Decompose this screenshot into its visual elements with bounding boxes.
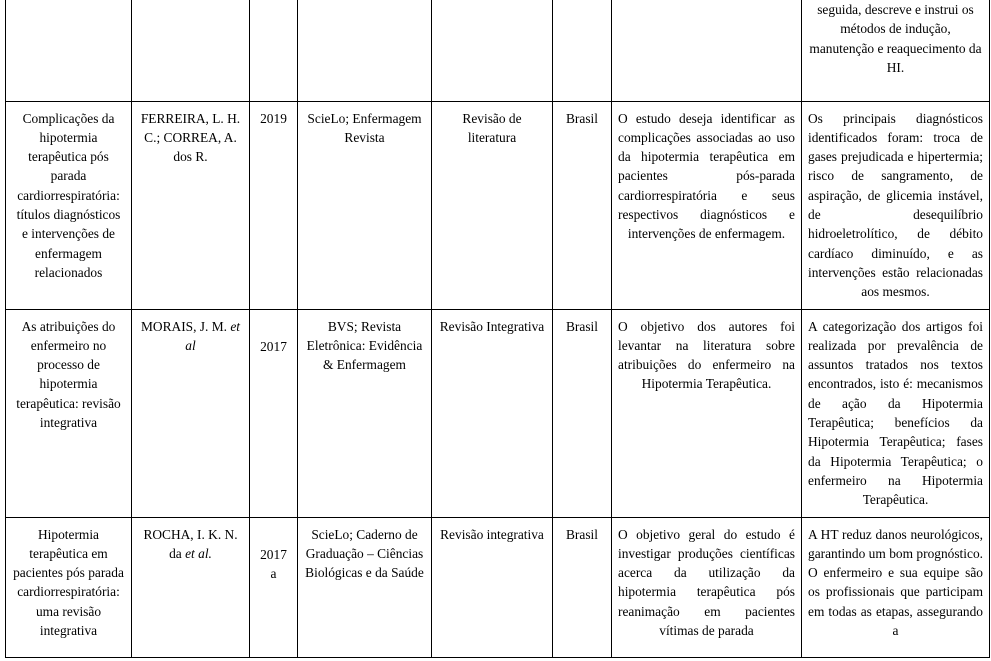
cell-year [250,0,298,101]
cell-database: ScieLo; Enfermagem Revista [298,101,432,309]
authors-text: ROCHA, I. K. N. da [143,526,238,561]
authors-etal: et al. [185,545,212,561]
table-row [6,517,990,657]
cell-country: Brasil [553,517,612,657]
cell-database: ScieLo; Caderno de Graduação – Ciências Biológicas e da Saúde [298,517,432,657]
cell-objective: O objetivo geral do estudo é investigar produções científicas acerca da utilização da hipotermia terapêutica pós reanimação em pacientes vítimas de parada [612,517,802,657]
cell-results: seguida, descreve e instrui os métodos de indução, manutenção e reaquecimento da HI. [802,0,990,101]
authors-text: MORAIS, J. M. [141,318,231,334]
cell-database: BVS; Revista Eletrônica: Evidência & Enfermagem [298,309,432,517]
authors-etal: et al [185,318,240,353]
cell-year: 2017 [250,309,298,517]
cell-title: Complicações da hipotermia terapêutica pós parada cardiorrespiratória: títulos diagnósticos e intervenções de enfermagem relacionados [6,101,132,309]
cell-title: As atribuições do enfermeiro no processo de hipotermia terapêutica: revisão integrativa [6,309,132,517]
cell-title: Hipotermia terapêutica em pacientes pós parada cardiorrespiratória: uma revisão integrativa [6,517,132,657]
cell-year: 2017 a [250,517,298,657]
cell-objective: O estudo deseja identificar as complicações associadas ao uso da hipotermia terapêutica em pacientes pós-parada cardiorrespiratória e seus respectivos diagnósticos e intervenções de enfermagem. [612,101,802,309]
cell-results: A HT reduz danos neurológicos, garantindo um bom prognóstico. O enfermeiro e sua equipe são os profissionais que participam em todas as etapas, assegurando a [802,517,990,657]
authors-text: FERREIRA, L. H. C.; CORREA, A. dos R. [140,110,241,165]
cell-authors [132,101,250,309]
cell-results: Os principais diagnósticos identificados foram: troca de gases prejudicada e hipertermia; risco de sangramento, de aspiração, de glicemia instável, de desequilíbrio hidroeletrolítico, de débito cardíaco diminuído, e as intervenções estão relacionadas aos mesmos. [802,101,990,309]
studies-table [5,0,990,658]
cell-results: A categorização dos artigos foi realizada por prevalência de assuntos tratados nos textos encontrados, isto é: mecanismos de ação da Hipotermia Terapêutica; benefícios da Hipotermia Terapêutica; fases da Hipotermia Terapêutica; o enfermeiro na Hipotermia Terapêutica. [802,309,990,517]
cell-type [432,0,553,101]
cell-year: 2019 [250,101,298,309]
cell-authors [132,0,250,101]
table-row [6,101,990,309]
cell-type: Revisão integrativa [432,517,553,657]
table-row [6,309,990,517]
cell-objective [612,0,802,101]
cell-type: Revisão Integrativa [432,309,553,517]
cell-objective: O objetivo dos autores foi levantar na literatura sobre atribuições do enfermeiro na Hipotermia Terapêutica. [612,309,802,517]
cell-database [298,0,432,101]
cell-title [6,0,132,101]
cell-type: Revisão de literatura [432,101,553,309]
cell-country [553,0,612,101]
cell-country: Brasil [553,309,612,517]
cell-country: Brasil [553,101,612,309]
table-row [6,0,990,101]
cell-authors [132,309,250,517]
cell-authors [132,517,250,657]
